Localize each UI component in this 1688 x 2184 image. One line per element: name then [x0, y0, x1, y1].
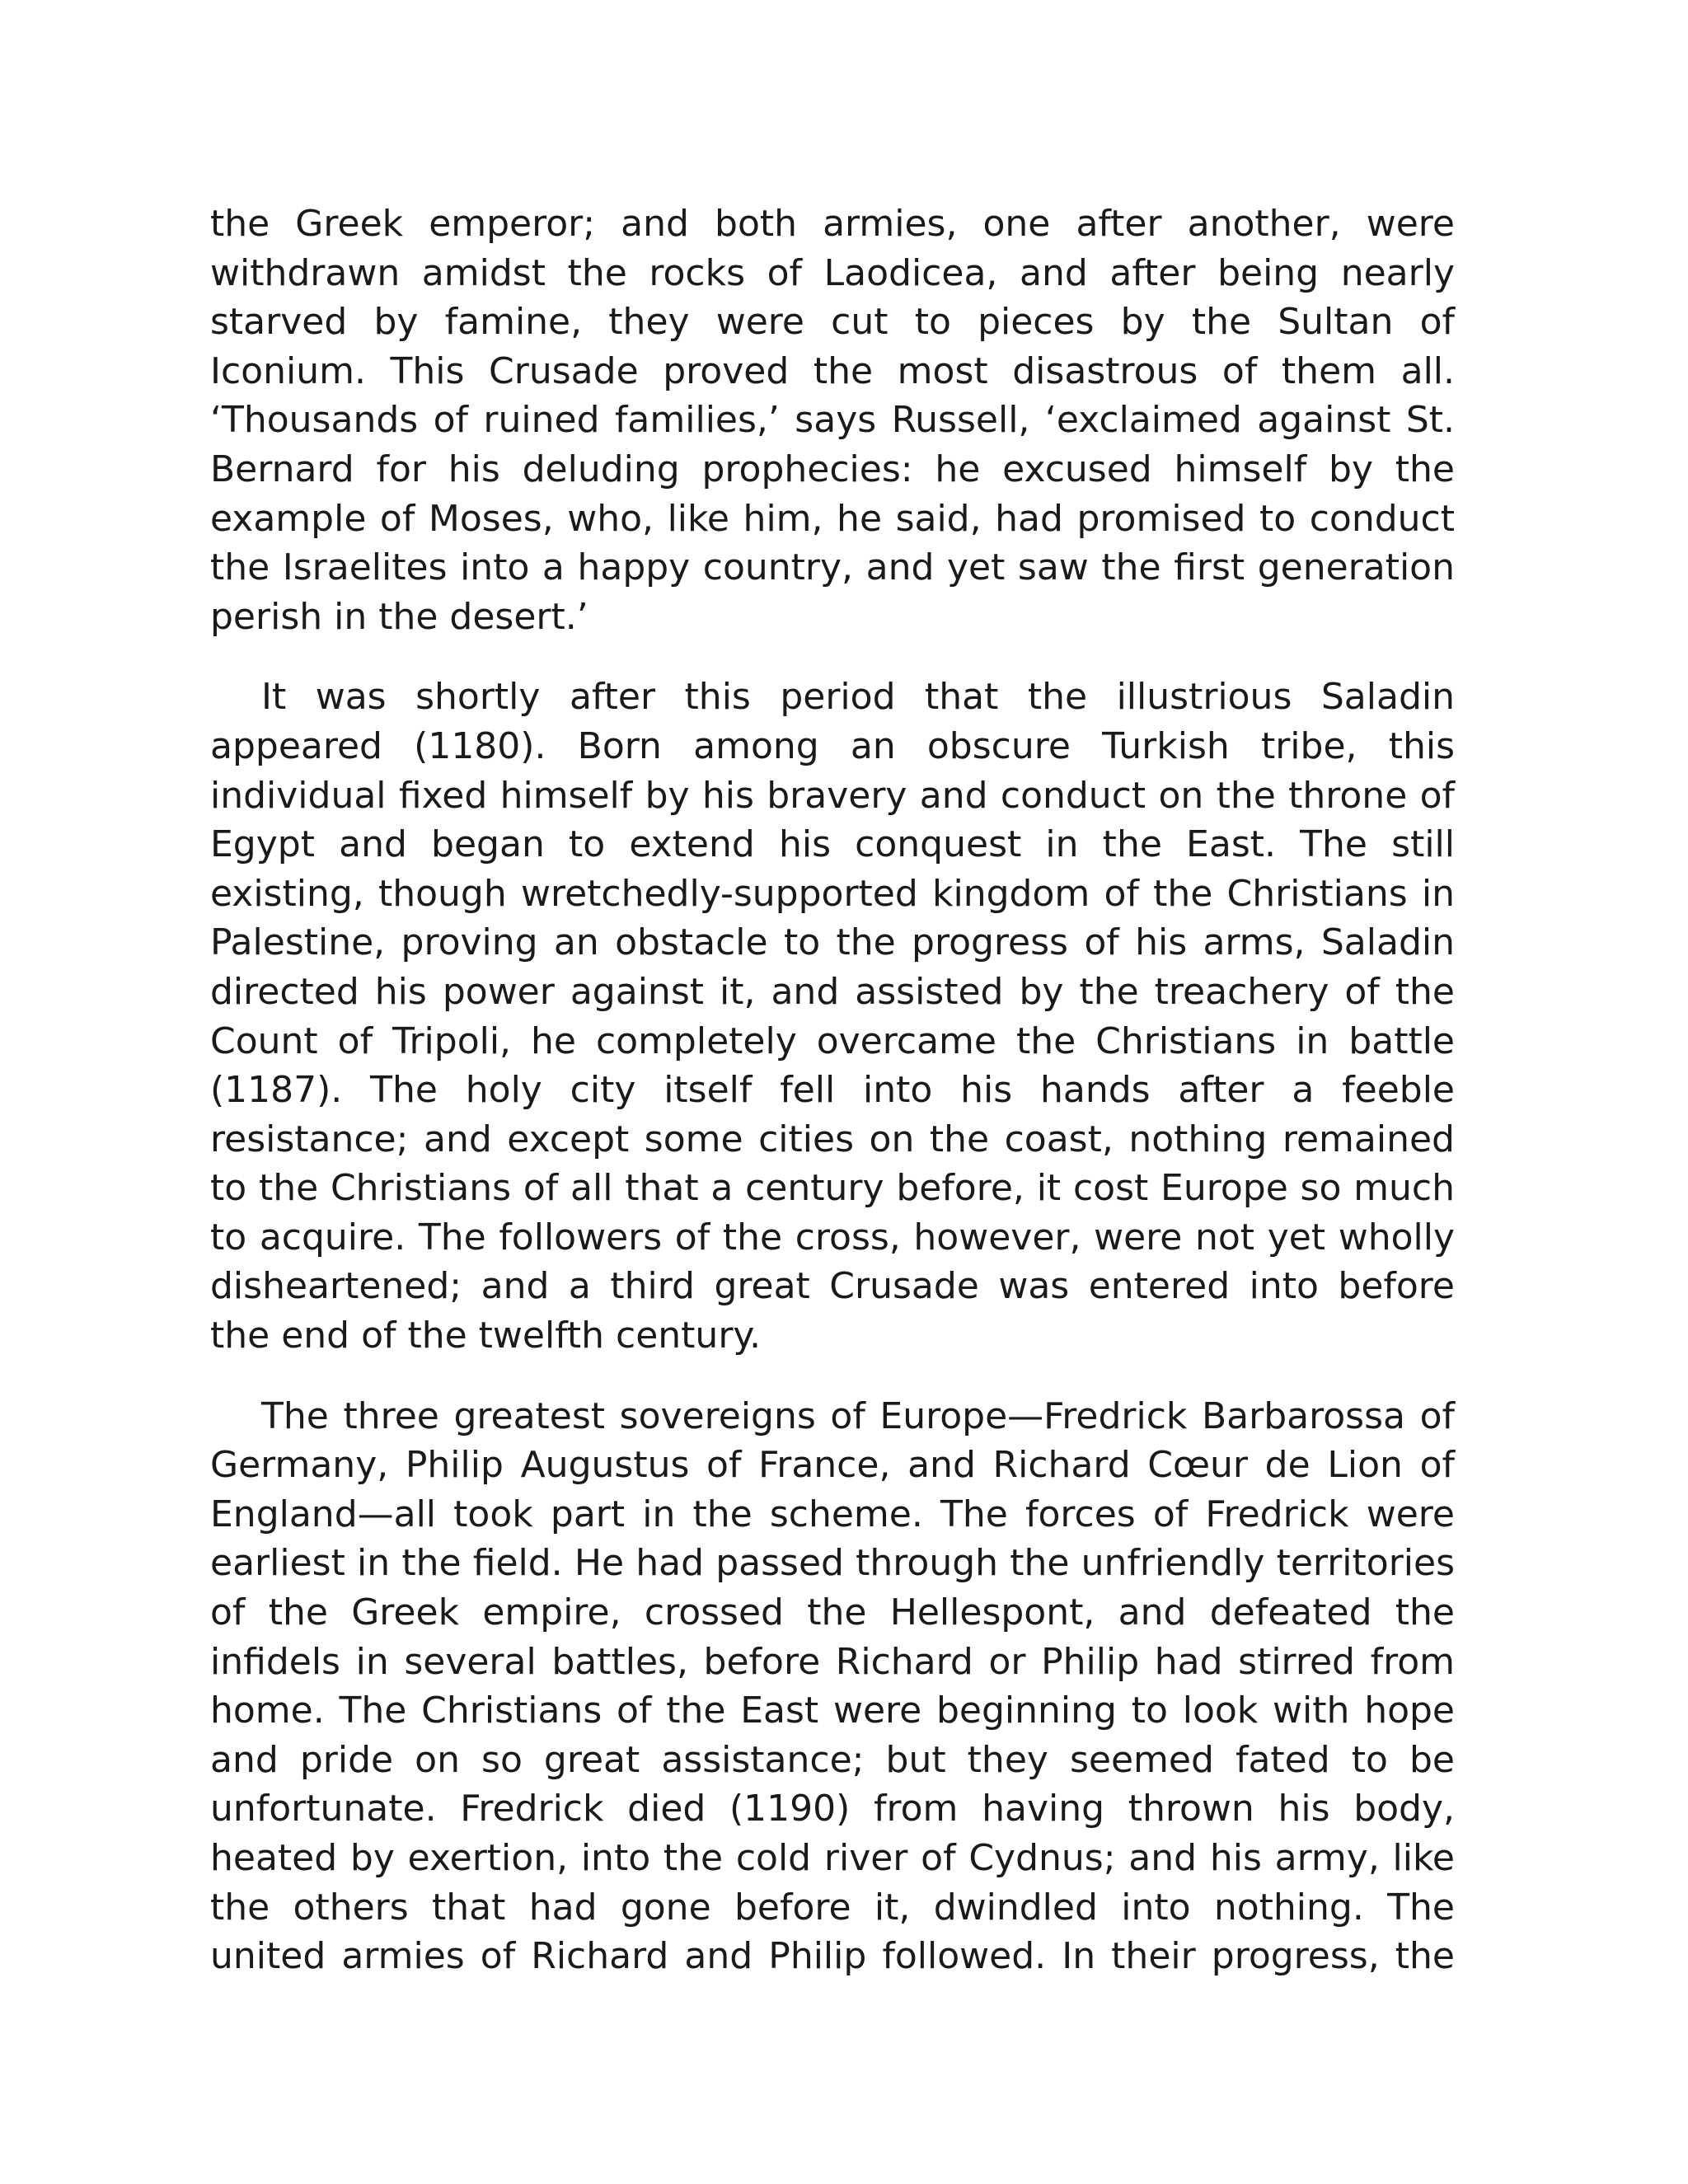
paragraph-2: It was shortly after this period that the illustrious Saladin appeared (1180). Born among an obscure Turkish tribe, this individual fixed himself by his bravery and conduct on the throne of Egypt and began to extend his conquest in the East. The still existing, though wretchedly-supported kingdom of the Christians in Palestine, proving an obstacle to the progress of his arms, Saladin directed his power against it, and assisted by the treachery of the Count of Tripoli, he completely overcame the Christians in battle (1187). The holy city itself fell into his hands after a feeble resistance; and except some cities on the coast, nothing remained to the Christians of all that a century before, it cost Europe so much to acquire. The followers of the cross, however, were not yet wholly disheartened; and a third great Crusade was entered into before the end of the twelfth century. — [210, 676, 1455, 1357]
paragraph-3: The three greatest sovereigns of Europe—Fredrick Barbarossa of Germany, Philip Augustus of France, and Richard Cœur de Lion of England—all took part in the scheme. The forces of Fredrick were earliest in the field. He had passed through the unfriendly territories of the Greek empire, crossed the Hellespont, and defeated the infidels in several battles, before Richard or Philip had stirred from home. The Christians of the East were beginning to look with hope and pride on so great assistance; but they seemed fated to be unfortunate. Fredrick died (1190) from having thrown his body, heated by exertion, into the cold river of Cydnus; and his army, like the others that had gone before it, dwindled into nothing. The united armies of Richard and Philip followed. In their progress, the — [210, 1394, 1455, 1978]
paragraph-1: the Greek emperor; and both armies, one after another, were withdrawn amidst the rocks of Laodicea, and after being nearly starved by famine, they were cut to pieces by the Sultan of Iconium. This Crusade proved the most disastrous of them all. ‘Thousands of ruined families,’ says Russell, ‘exclaimed against St. Bernard for his deluding prophecies: he excused himself by the example of Moses, who, like him, he said, had promised to conduct the Israelites into a happy country, and yet saw the first generation perish in the desert.’ — [210, 203, 1455, 638]
body-text — [210, 199, 1455, 1981]
